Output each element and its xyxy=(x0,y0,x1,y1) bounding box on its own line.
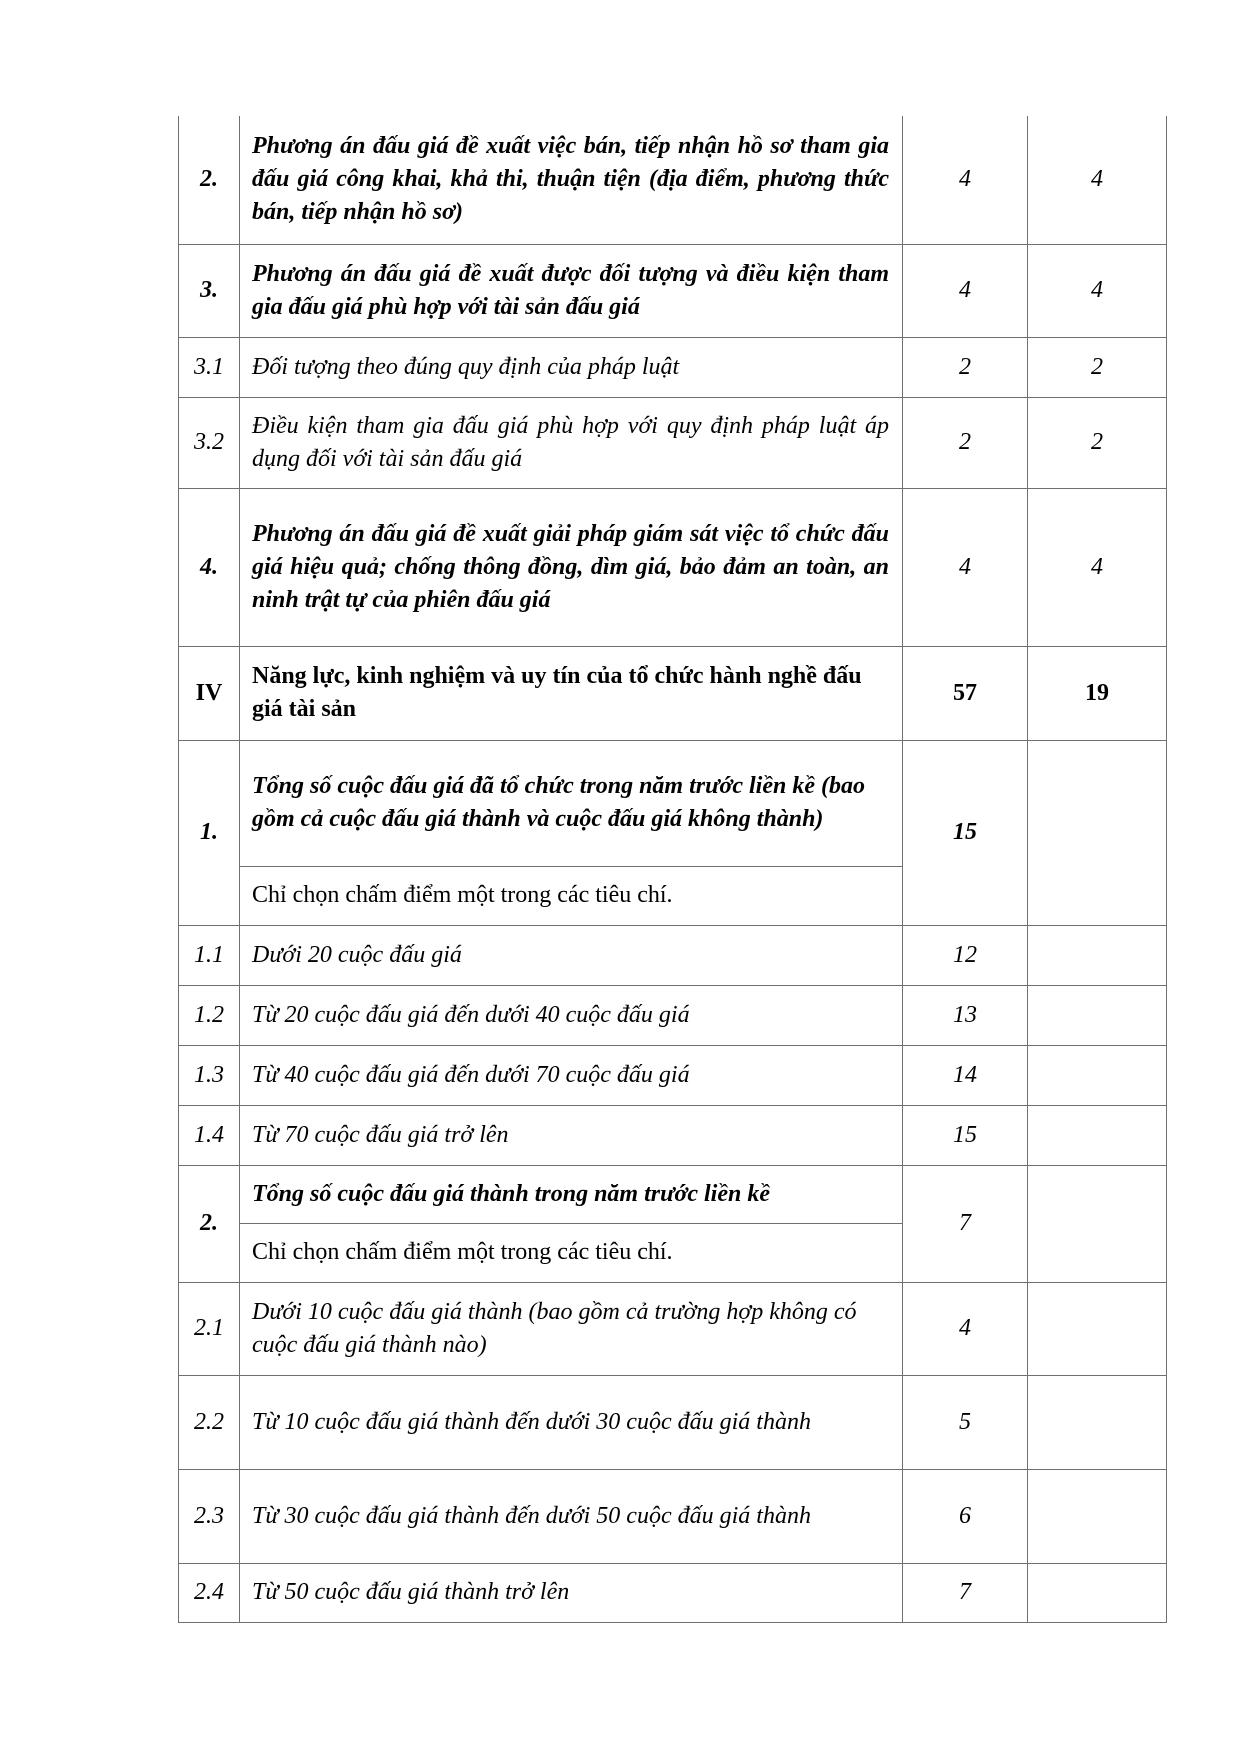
criterion-text: Từ 10 cuộc đấu giá thành đến dưới 30 cuộc đấu giá thành xyxy=(240,1375,903,1469)
row-number: 3.2 xyxy=(179,397,240,488)
criterion-text: Phương án đấu giá đề xuất giải pháp giám sát việc tổ chức đấu giá hiệu quả; chống thông đồng, dìm giá, bảo đảm an toàn, an ninh trật tự của phiên đấu giá xyxy=(240,488,903,646)
table-row xyxy=(179,488,1167,646)
criterion-text: Điều kiện tham gia đấu giá phù hợp với quy định pháp luật áp dụng đối với tài sản đấu giá xyxy=(240,397,903,488)
row-number: 2.4 xyxy=(179,1563,240,1622)
max-score: 7 xyxy=(903,1165,1028,1282)
row-number: 2.1 xyxy=(179,1282,240,1375)
awarded-score xyxy=(1028,1045,1167,1105)
row-number: 1.3 xyxy=(179,1045,240,1105)
criterion-text: Từ 20 cuộc đấu giá đến dưới 40 cuộc đấu giá xyxy=(240,985,903,1045)
table-row xyxy=(179,1165,1167,1223)
max-score: 12 xyxy=(903,925,1028,985)
row-number: 1.1 xyxy=(179,925,240,985)
row-number: 4. xyxy=(179,488,240,646)
awarded-score: 2 xyxy=(1028,337,1167,397)
max-score: 15 xyxy=(903,740,1028,925)
scoring-table xyxy=(178,116,1167,1623)
criterion-text: Từ 70 cuộc đấu giá trở lên xyxy=(240,1105,903,1165)
max-score: 57 xyxy=(903,646,1028,740)
criterion-text: Phương án đấu giá đề xuất được đối tượng và điều kiện tham gia đấu giá phù hợp với tài sản đấu giá xyxy=(240,244,903,337)
awarded-score xyxy=(1028,1563,1167,1622)
table-row xyxy=(179,1045,1167,1105)
criterion-note: Chỉ chọn chấm điểm một trong các tiêu chí. xyxy=(240,1223,903,1282)
awarded-score: 4 xyxy=(1028,488,1167,646)
table-row xyxy=(179,244,1167,337)
max-score: 7 xyxy=(903,1563,1028,1622)
awarded-score: 2 xyxy=(1028,397,1167,488)
awarded-score xyxy=(1028,925,1167,985)
criterion-text: Đối tượng theo đúng quy định của pháp luật xyxy=(240,337,903,397)
row-number: 3.1 xyxy=(179,337,240,397)
max-score: 15 xyxy=(903,1105,1028,1165)
row-number: 3. xyxy=(179,244,240,337)
max-score: 2 xyxy=(903,337,1028,397)
table-row xyxy=(179,1563,1167,1622)
max-score: 4 xyxy=(903,488,1028,646)
max-score: 6 xyxy=(903,1469,1028,1563)
max-score: 13 xyxy=(903,985,1028,1045)
awarded-score xyxy=(1028,1165,1167,1282)
criterion-text: Tổng số cuộc đấu giá đã tổ chức trong năm trước liền kề (bao gồm cả cuộc đấu giá thành và cuộc đấu giá không thành) xyxy=(240,740,903,866)
row-number: 2.2 xyxy=(179,1375,240,1469)
awarded-score: 4 xyxy=(1028,244,1167,337)
table-row xyxy=(179,1375,1167,1469)
max-score: 5 xyxy=(903,1375,1028,1469)
row-number: 2. xyxy=(179,116,240,244)
awarded-score: 4 xyxy=(1028,116,1167,244)
criterion-text: Tổng số cuộc đấu giá thành trong năm trước liền kề xyxy=(240,1165,903,1223)
table-row xyxy=(179,1282,1167,1375)
row-number: IV xyxy=(179,646,240,740)
row-number: 1.2 xyxy=(179,985,240,1045)
max-score: 4 xyxy=(903,244,1028,337)
table-row xyxy=(179,397,1167,488)
table-row xyxy=(179,1105,1167,1165)
max-score: 4 xyxy=(903,1282,1028,1375)
table-row xyxy=(179,337,1167,397)
row-number: 2. xyxy=(179,1165,240,1282)
awarded-score: 19 xyxy=(1028,646,1167,740)
awarded-score xyxy=(1028,1469,1167,1563)
row-number: 1. xyxy=(179,740,240,925)
row-number: 1.4 xyxy=(179,1105,240,1165)
awarded-score xyxy=(1028,1105,1167,1165)
table-row xyxy=(179,1469,1167,1563)
criterion-text: Phương án đấu giá đề xuất việc bán, tiếp nhận hồ sơ tham gia đấu giá công khai, khả thi, thuận tiện (địa điểm, phương thức bán, tiếp nhận hồ sơ) xyxy=(240,116,903,244)
table-row xyxy=(179,985,1167,1045)
awarded-score xyxy=(1028,740,1167,925)
criterion-text: Dưới 20 cuộc đấu giá xyxy=(240,925,903,985)
max-score: 4 xyxy=(903,116,1028,244)
criterion-text: Dưới 10 cuộc đấu giá thành (bao gồm cả trường hợp không có cuộc đấu giá thành nào) xyxy=(240,1282,903,1375)
table-row xyxy=(179,646,1167,740)
criterion-text: Từ 40 cuộc đấu giá đến dưới 70 cuộc đấu giá xyxy=(240,1045,903,1105)
awarded-score xyxy=(1028,985,1167,1045)
table-row xyxy=(179,116,1167,244)
criterion-text: Từ 30 cuộc đấu giá thành đến dưới 50 cuộc đấu giá thành xyxy=(240,1469,903,1563)
awarded-score xyxy=(1028,1375,1167,1469)
table-row xyxy=(179,925,1167,985)
criterion-text: Từ 50 cuộc đấu giá thành trở lên xyxy=(240,1563,903,1622)
max-score: 2 xyxy=(903,397,1028,488)
awarded-score xyxy=(1028,1282,1167,1375)
criterion-note: Chỉ chọn chấm điểm một trong các tiêu chí. xyxy=(240,866,903,925)
row-number: 2.3 xyxy=(179,1469,240,1563)
criterion-text: Năng lực, kinh nghiệm và uy tín của tổ chức hành nghề đấu giá tài sản xyxy=(240,646,903,740)
max-score: 14 xyxy=(903,1045,1028,1105)
table-row xyxy=(179,740,1167,866)
